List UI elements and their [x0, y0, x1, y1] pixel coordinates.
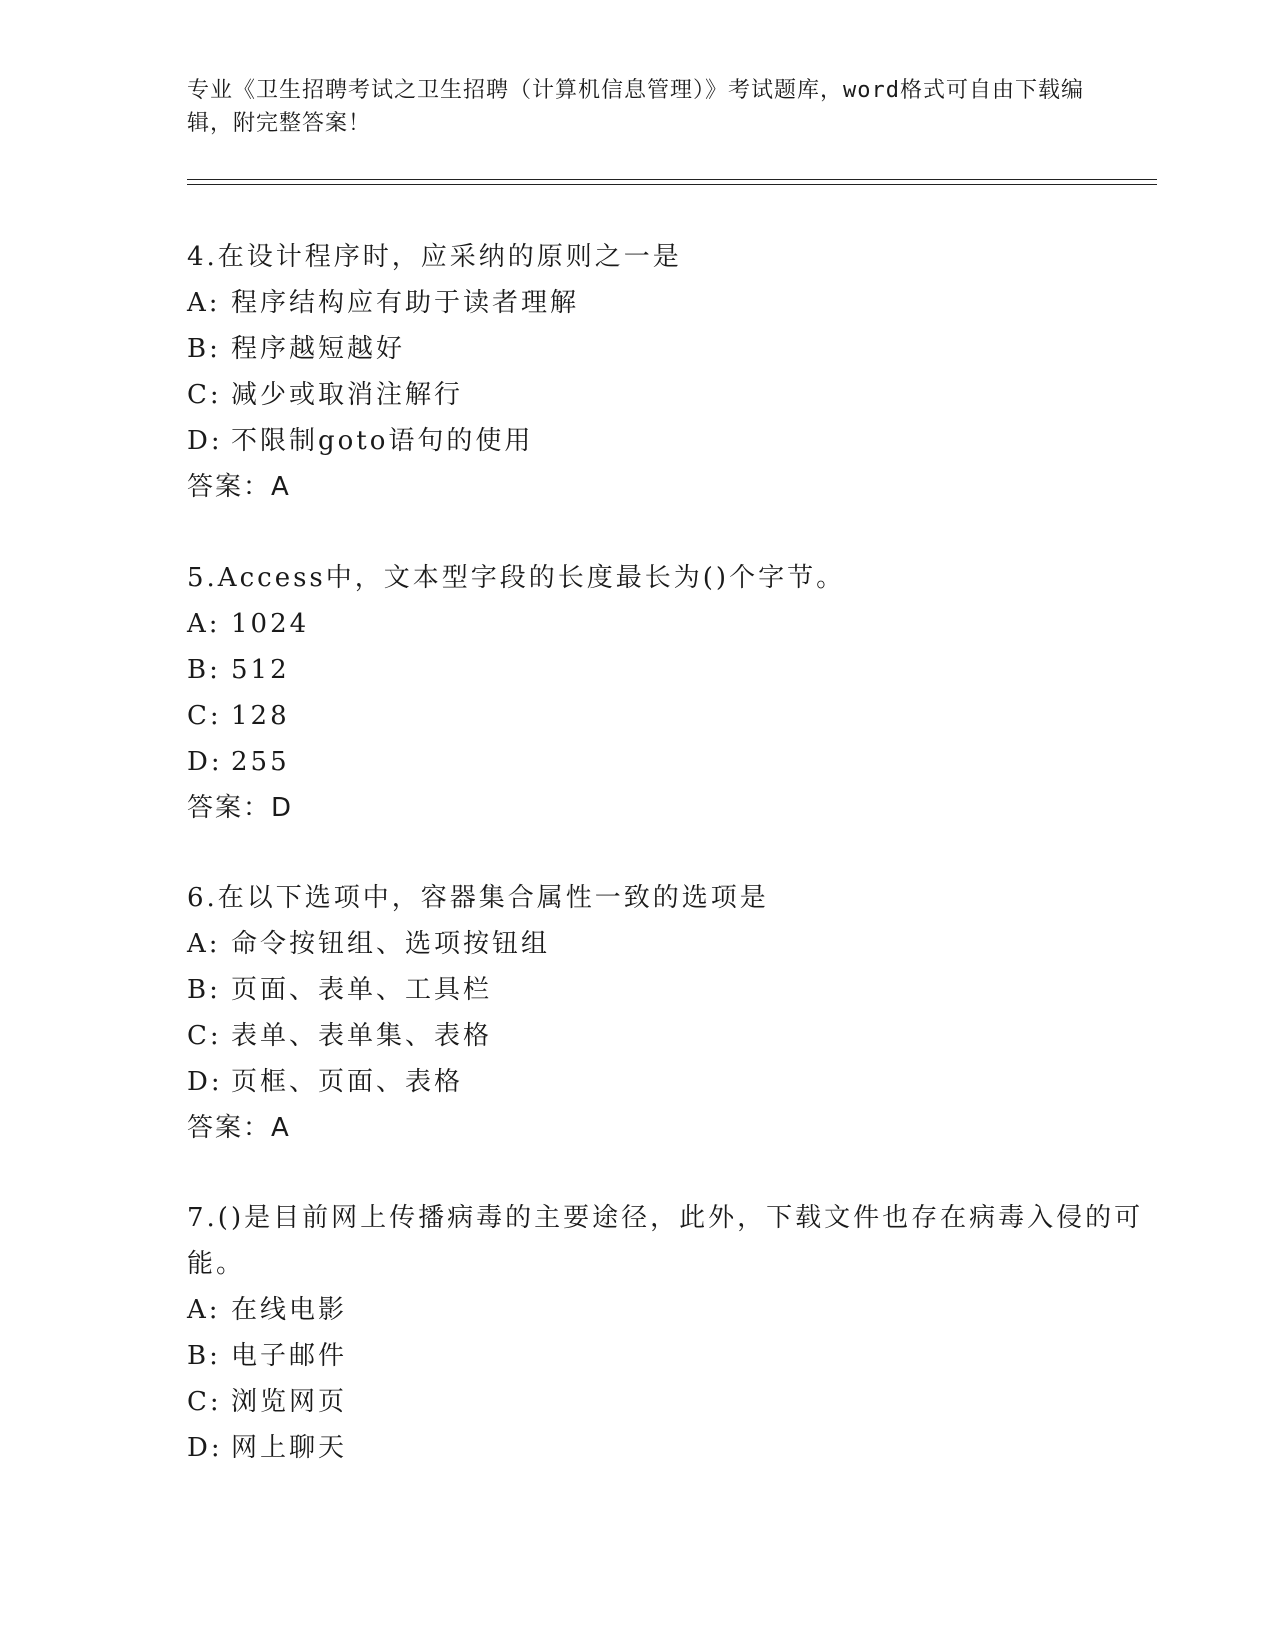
option-a	[187, 921, 1157, 967]
option-letter: C:	[187, 701, 222, 731]
option-text: 页框、页面、表格	[231, 1067, 464, 1097]
option-letter: B:	[187, 334, 221, 364]
question-stem: 7.()是目前网上传播病毒的主要途径，此外，下载文件也存在病毒入侵的可能。	[187, 1203, 1144, 1279]
option-letter: C:	[187, 380, 222, 410]
option-text: 减少或取消注解行	[231, 380, 464, 410]
option-a	[187, 1287, 1157, 1333]
option-text: 在线电影	[231, 1295, 348, 1325]
option-text: 128	[231, 701, 290, 731]
option-text: 页面、表单、工具栏	[231, 975, 493, 1005]
option-text: 1024	[231, 609, 310, 639]
option-text: 命令按钮组、选项按钮组	[231, 929, 551, 959]
option-d	[187, 418, 1157, 464]
option-c	[187, 1379, 1157, 1425]
option-text: 程序结构应有助于读者理解	[231, 288, 580, 318]
option-b	[187, 967, 1157, 1013]
option-b	[187, 647, 1157, 693]
header-divider-bottom	[187, 184, 1157, 185]
option-letter: A:	[187, 929, 221, 959]
question-stem: 5.Access中，文本型字段的长度最长为()个字节。	[187, 563, 846, 593]
option-d	[187, 1059, 1157, 1105]
answer: 答案：A	[187, 472, 291, 502]
option-letter: A:	[187, 1295, 221, 1325]
option-text: 程序越短越好	[231, 334, 406, 364]
option-letter: C:	[187, 1387, 222, 1417]
option-c	[187, 1013, 1157, 1059]
question-4	[187, 234, 1157, 510]
option-text: 不限制goto语句的使用	[231, 426, 534, 456]
question-7	[187, 1195, 1157, 1471]
question-stem: 4.在设计程序时，应采纳的原则之一是	[187, 242, 682, 272]
document-header: 专业《卫生招聘考试之卫生招聘（计算机信息管理）》考试题库，word格式可自由下载编辑，附完整答案！	[187, 78, 1084, 136]
option-text: 网上聊天	[231, 1433, 348, 1463]
option-letter: B:	[187, 1341, 221, 1371]
option-letter: C:	[187, 1021, 222, 1051]
option-d	[187, 1425, 1157, 1471]
option-b	[187, 1333, 1157, 1379]
question-stem: 6.在以下选项中，容器集合属性一致的选项是	[187, 883, 769, 913]
option-text: 512	[231, 655, 290, 685]
option-letter: D:	[187, 426, 223, 456]
option-letter: D:	[187, 1433, 223, 1463]
option-c	[187, 693, 1157, 739]
option-text: 电子邮件	[231, 1341, 348, 1371]
option-b	[187, 326, 1157, 372]
option-text: 255	[231, 747, 290, 777]
option-a	[187, 280, 1157, 326]
option-letter: D:	[187, 747, 223, 777]
option-text: 浏览网页	[231, 1387, 348, 1417]
option-c	[187, 372, 1157, 418]
option-letter: B:	[187, 975, 221, 1005]
option-letter: A:	[187, 288, 221, 318]
option-text: 表单、表单集、表格	[231, 1021, 493, 1051]
answer: 答案：D	[187, 793, 294, 823]
header-divider-top	[187, 179, 1157, 180]
question-6	[187, 875, 1157, 1151]
question-5	[187, 555, 1157, 831]
option-d	[187, 739, 1157, 785]
option-letter: D:	[187, 1067, 223, 1097]
option-letter: B:	[187, 655, 221, 685]
option-letter: A:	[187, 609, 221, 639]
answer: 答案：A	[187, 1113, 291, 1143]
option-a	[187, 601, 1157, 647]
